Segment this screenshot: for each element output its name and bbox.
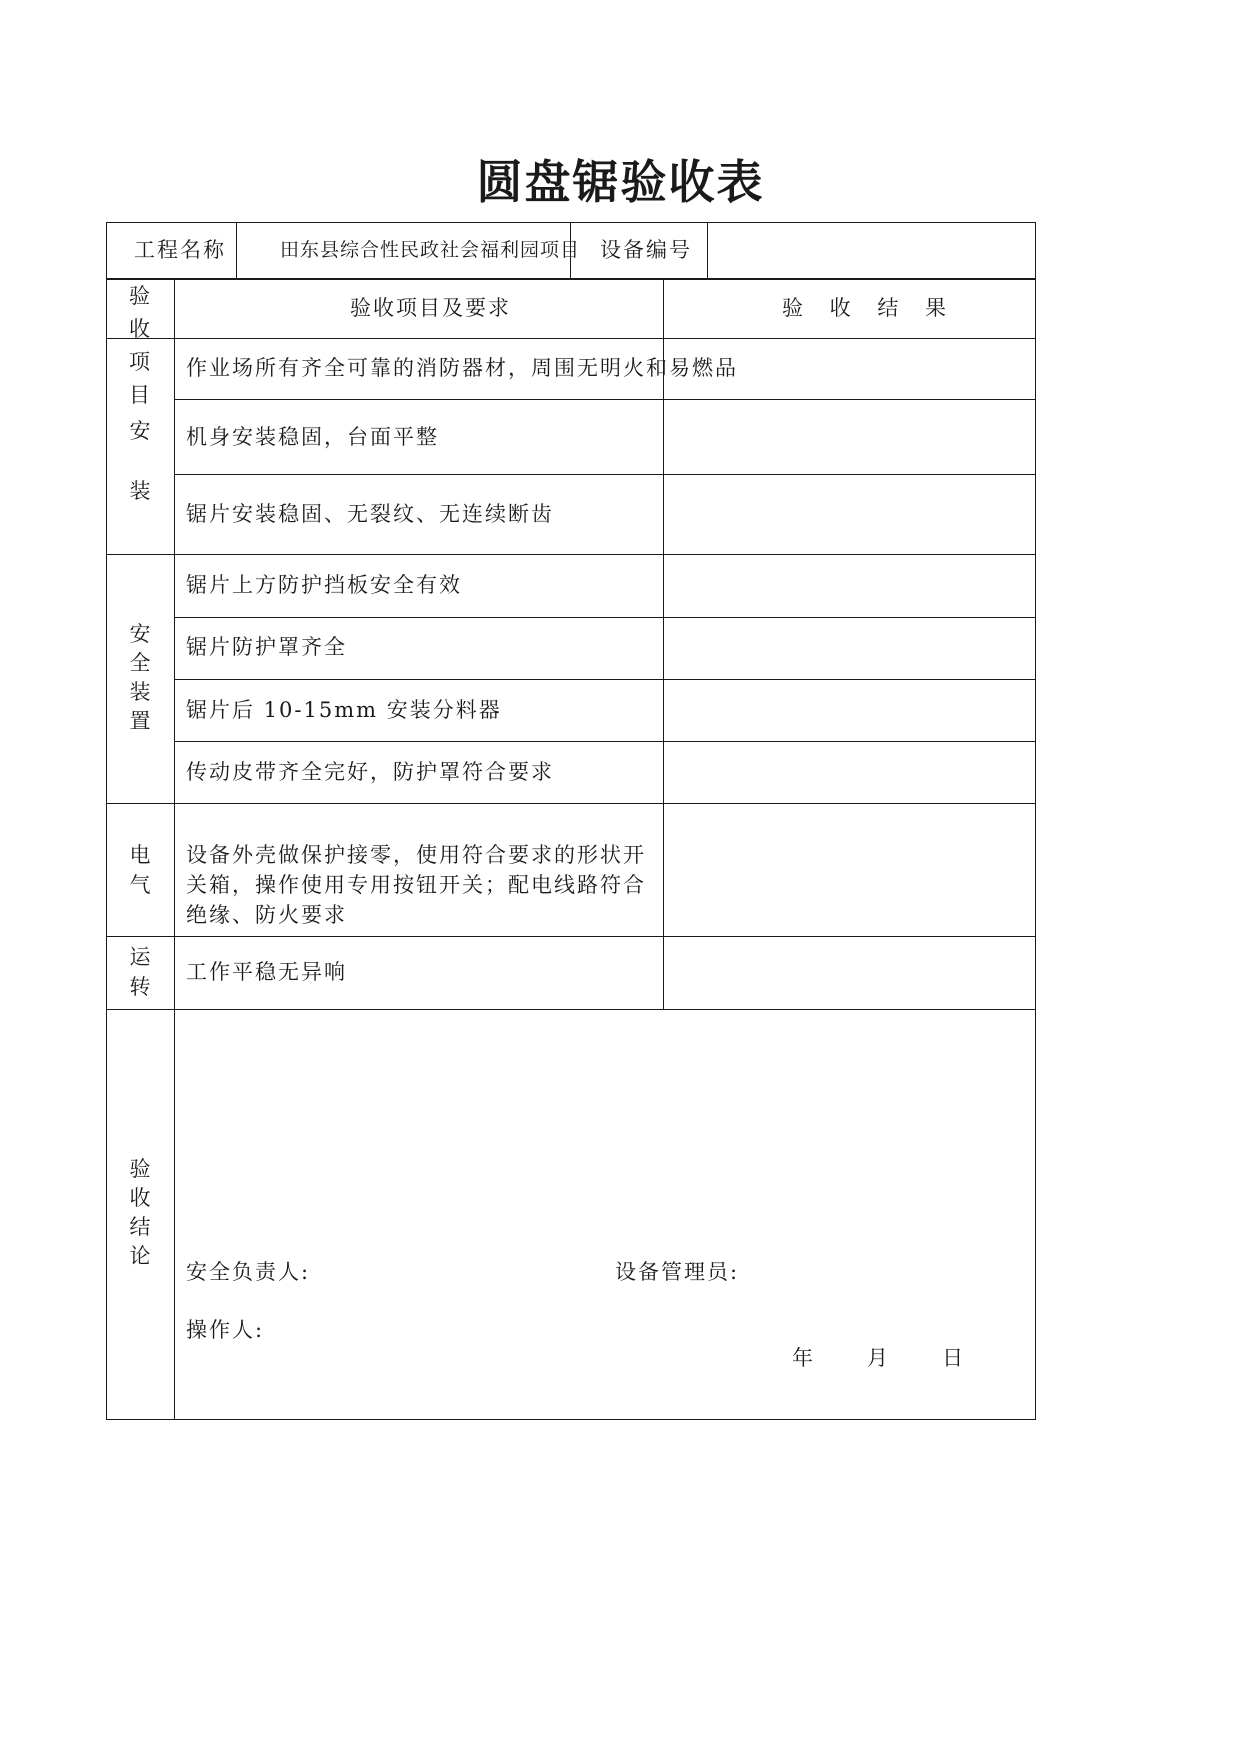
section-label-safety-device: 安全装置 xyxy=(129,622,151,733)
section-line xyxy=(106,936,1036,937)
device-no-label: 设备编号 xyxy=(600,238,692,262)
section-label-electrical: 电气 xyxy=(129,843,151,897)
row-line xyxy=(174,399,1036,400)
row-line xyxy=(174,741,1036,742)
column-header-requirement: 验收项目及要求 xyxy=(350,296,511,320)
column-header-result: 验 收 结 果 xyxy=(782,296,950,320)
requirement-cell: 锯片防护罩齐全 xyxy=(186,635,347,659)
row-line xyxy=(174,474,1036,475)
requirement-cell: 锯片后 10-15mm 安装分料器 xyxy=(186,698,502,722)
row-line xyxy=(174,617,1036,618)
requirement-cell: 传动皮带齐全完好，防护罩符合要求 xyxy=(186,760,554,784)
row-line xyxy=(174,679,1036,680)
requirement-cell: 机身安装稳固，台面平整 xyxy=(186,425,439,449)
section-line xyxy=(106,1009,1036,1010)
requirement-cell: 工作平稳无异响 xyxy=(186,960,347,984)
date-field: 年 月 日 xyxy=(792,1346,966,1370)
section-label-install: 安装 xyxy=(129,419,151,503)
operator-label: 操作人: xyxy=(186,1318,265,1342)
section-label-conclusion: 验收结论 xyxy=(129,1157,151,1268)
project-label: 工程名称 xyxy=(134,238,226,262)
requirement-cell: 作业场所有齐全可靠的消防器材，周围无明火和易燃品 xyxy=(186,356,738,380)
project-value: 田东县综合性民政社会福利园项目 xyxy=(280,239,581,261)
result-column-divider xyxy=(663,279,664,1010)
column-header-item: 验收项目 xyxy=(129,284,151,407)
safety-officer-label: 安全负责人: xyxy=(186,1260,311,1284)
section-label-operation: 运转 xyxy=(129,945,151,999)
header-divider-3 xyxy=(707,222,708,279)
item-column-divider xyxy=(174,279,175,1420)
requirement-cell: 锯片安装稳固、无裂纹、无连续断齿 xyxy=(186,502,554,526)
section-line xyxy=(106,338,1036,339)
section-line xyxy=(106,554,1036,555)
requirement-cell: 设备外壳做保护接零，使用符合要求的形状开关箱，操作使用专用按钮开关；配电线路符合绝缘、防火要求 xyxy=(186,843,646,927)
page-title: 圆盘锯验收表 xyxy=(476,155,765,209)
equipment-manager-label: 设备管理员: xyxy=(615,1260,740,1284)
header-divider-1 xyxy=(236,222,237,279)
section-line xyxy=(106,803,1036,804)
requirement-cell: 锯片上方防护挡板安全有效 xyxy=(186,573,462,597)
